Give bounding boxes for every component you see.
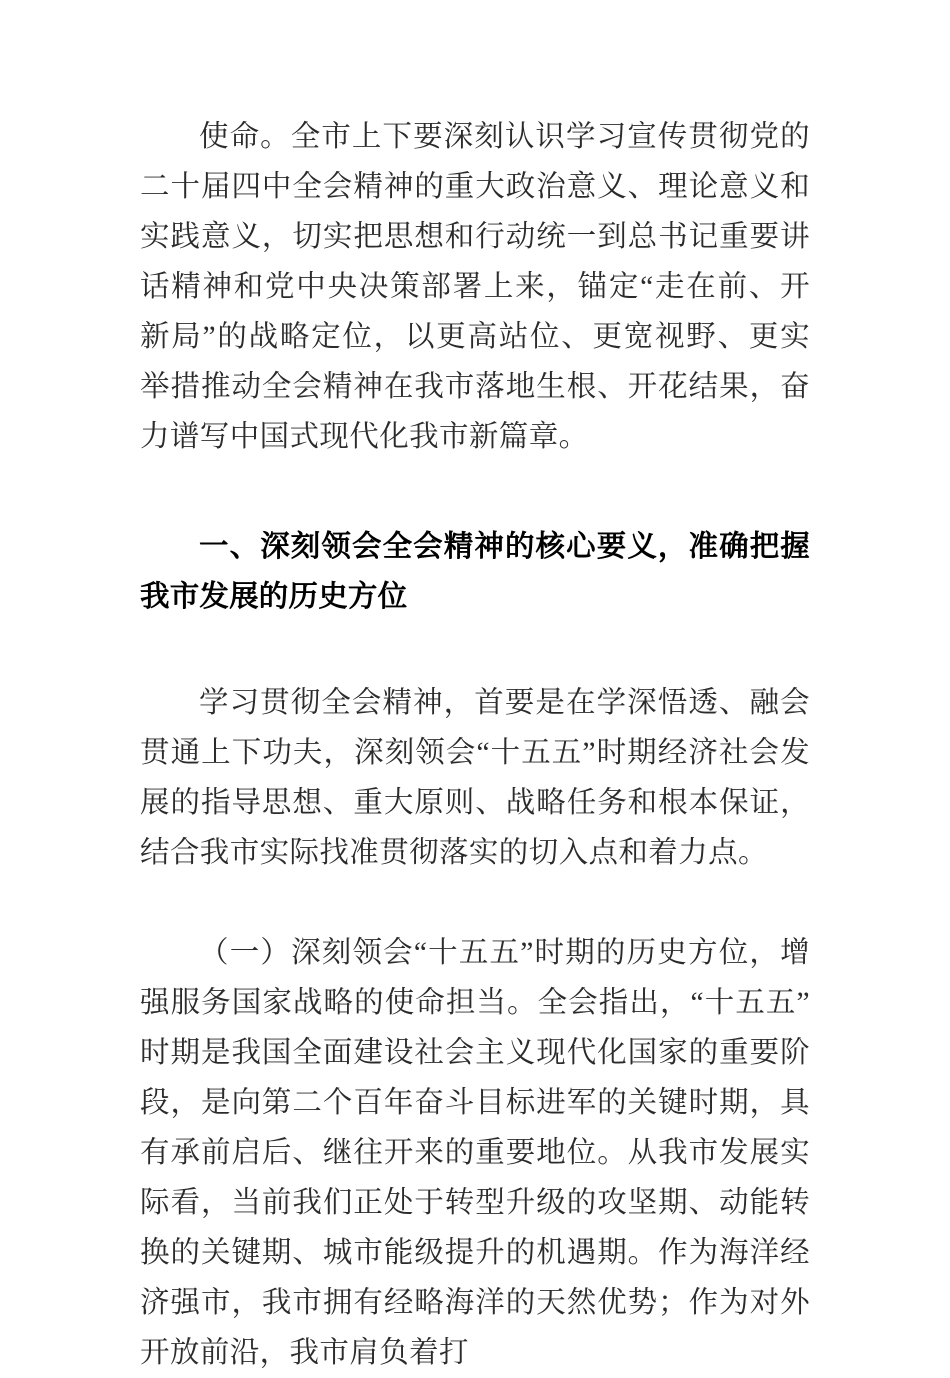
paragraph-spacer-1 (140, 462, 810, 522)
paragraph-spacer-3 (140, 878, 810, 928)
body-paragraph-1: 使命。全市上下要深刻认识学习宣传贯彻党的二十届四中全会精神的重大政治意义、理论意义和实践意义，切实把思想和行动统一到总书记重要讲话精神和党中央决策部署上来，锚定“走在前、开新局”的战略定位，以更高站位、更宽视野、更实举措推动全会精神在我市落地生根、开花结果，奋力谱写中国式现代化我市新篇章。 (140, 121, 810, 453)
section-heading-1: 一、深刻领会全会精神的核心要义，准确把握我市发展的历史方位 (140, 530, 810, 613)
body-paragraph-2: 学习贯彻全会精神，首要是在学深悟透、融会贯通上下功夫，深刻领会“十五五”时期经济社会发展的指导思想、重大原则、战略任务和根本保证，结合我市实际找准贯彻落实的切入点和着力点。 (140, 687, 810, 869)
document-body (140, 112, 810, 1378)
body-paragraph-3: （一）深刻领会“十五五”时期的历史方位，增强服务国家战略的使命担当。全会指出，“十五五”时期是我国全面建设社会主义现代化国家的重要阶段，是向第二个百年奋斗目标进军的关键时期，具有承前启后、继往开来的重要地位。从我市发展实际看，当前我们正处于转型升级的攻坚期、动能转换的关键期、城市能级提升的机遇期。作为海洋经济强市，我市拥有经略海洋的天然优势；作为对外开放前沿，我市肩负着打 (140, 937, 810, 1369)
paragraph-spacer-2 (140, 622, 810, 678)
